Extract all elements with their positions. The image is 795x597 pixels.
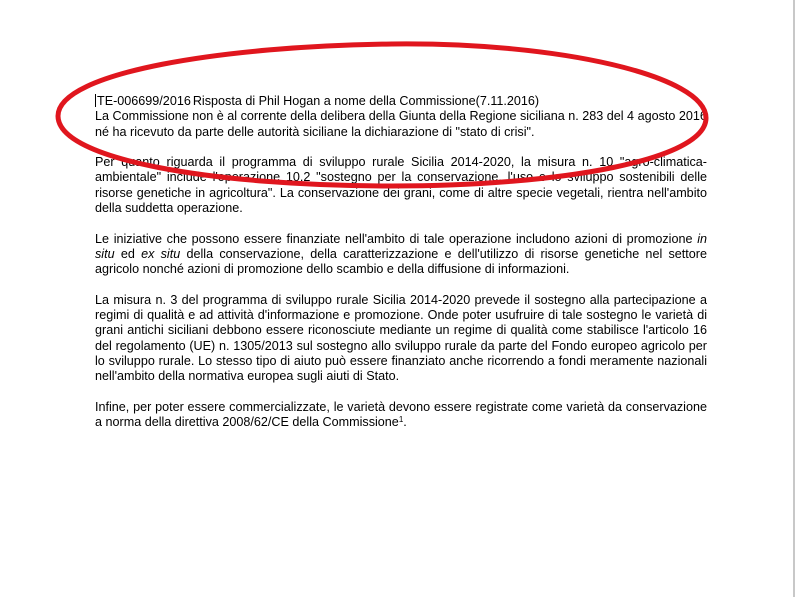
answer-title: Risposta di Phil Hogan a nome della Commissione	[192, 94, 476, 108]
text-cursor	[95, 94, 96, 107]
paragraph-3-italic-in-situ: in situ	[95, 231, 707, 261]
paragraph-3-part-c: della conservazione, della caratterizzazione e dell'utilizzo di risorse genetiche nel settore agricolo nonché azioni di promozione dello scambio e della diffusione di informazioni.	[95, 246, 707, 277]
paragraph-5-end: .	[403, 415, 407, 430]
paragraph-2: Per quanto riguarda il programma di sviluppo rurale Sicilia 2014-2020, la misura n. 10 "agro-climatica-ambientale" include l'operazione 10.2 "sostegno per la conservazione, l'uso e lo sviluppo sostenibili delle risorse genetiche in agricoltura". La conservazione dei grani, come di altre specie vegetali, rientra nell'ambito della suddetta operazione.	[95, 155, 707, 216]
paragraph-4: La misura n. 3 del programma di sviluppo rurale Sicilia 2014-2020 prevede il sostegno alla partecipazione a regimi di qualità e ad attività d'informazione e promozione. Onde poter usufruire di tale sostegno le varietà di grani antichi siciliani debbono essere riconosciute mediante un regime di qualità come stabilisce l'articolo 16 del regolamento (UE) n. 1305/2013 sul sostegno allo sviluppo rurale da parte del Fondo europeo agricolo per lo sviluppo rurale. Lo stesso tipo di aiuto può essere finanziato anche ricorrendo a fondi meramente nazionali nell'ambito della normativa europea sugli aiuti di Stato.	[95, 292, 707, 384]
paragraph-1: La Commissione non è al corrente della delibera della Giunta della Regione siciliana n. 283 del 4 agosto 2016 né ha ricevuto da parte delle autorità siciliane la dichiarazione di "stato di crisi".	[95, 109, 707, 139]
paragraph-3	[95, 232, 707, 278]
paragraph-5-text: Infine, per poter essere commercializzate, le varietà devono essere registrate come varietà da conservazione a norma della direttiva 2008/62/CE della Commissione	[95, 399, 707, 430]
answer-date: (7.11.2016)	[475, 94, 540, 108]
answer-heading	[95, 94, 707, 140]
answer-text	[95, 94, 707, 446]
paragraph-3-italic-ex-situ: ex situ	[141, 246, 181, 261]
footnote-marker[interactable]: 1	[398, 415, 404, 425]
paragraph-5	[95, 400, 707, 431]
question-reference: TE-006699/2016	[97, 94, 191, 108]
paragraph-3-part-a: Le iniziative che possono essere finanziate nell'ambito di tale operazione includono azioni di promozione	[95, 231, 698, 246]
paragraph-3-part-b: ed	[114, 246, 142, 261]
